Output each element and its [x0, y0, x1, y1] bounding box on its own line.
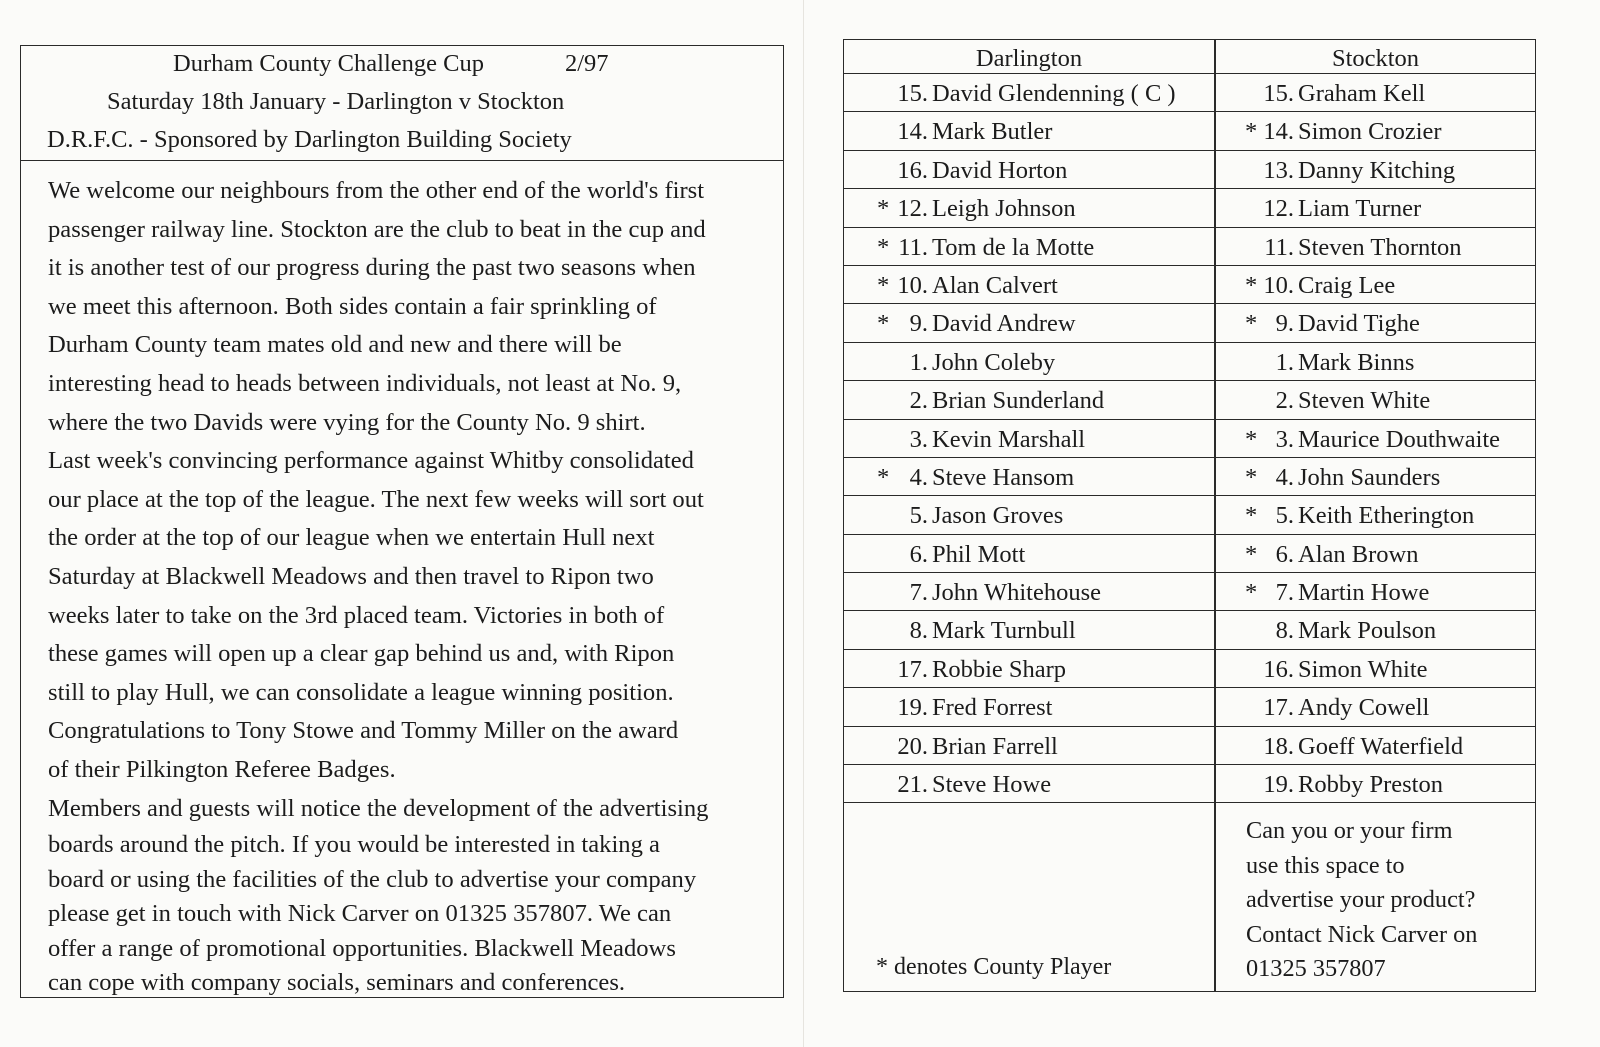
county-player-marker: *: [877, 463, 890, 491]
shirt-number: 17.: [1263, 694, 1294, 722]
article-line: where the two Davids were vying for the County No. 9 shirt.: [48, 408, 646, 436]
shirt-number: 17.: [897, 655, 928, 683]
advert-line: Can you or your firm: [1246, 817, 1453, 844]
player-name: Phil Mott: [932, 540, 1026, 568]
shirt-number: 20.: [897, 732, 928, 760]
stockton-player-row: [1216, 573, 1535, 611]
shirt-number: 5.: [1275, 502, 1294, 530]
shirt-number: 19.: [1263, 771, 1294, 799]
article-line: weeks later to take on the 3rd placed team. Victories in both of: [48, 601, 665, 629]
player-name: Liam Turner: [1298, 195, 1422, 223]
shirt-number: 9.: [909, 310, 928, 338]
advert-line: use this space to: [1246, 851, 1405, 879]
shirt-number: 5.: [909, 502, 928, 530]
stockton-player-row: [1216, 343, 1535, 381]
shirt-number: 21.: [897, 771, 928, 799]
player-name: John Whitehouse: [932, 579, 1101, 607]
stockton-player-row: [1216, 420, 1535, 458]
player-name: John Saunders: [1298, 463, 1441, 491]
player-name: David Glendenning ( C ): [932, 80, 1176, 107]
player-name: Brian Farrell: [932, 732, 1058, 760]
article-line: Durham County team mates old and new and there will be: [48, 331, 622, 359]
article-line: We welcome our neighbours from the other end of the world's first: [48, 177, 705, 204]
county-player-marker: *: [877, 271, 890, 299]
player-name: Craig Lee: [1298, 271, 1396, 299]
darlington-player-row: [844, 381, 1214, 419]
darlington-player-row: [844, 650, 1214, 688]
darlington-player-row: [844, 112, 1214, 150]
match-line: Saturday 18th January - Darlington v Stockton: [107, 88, 565, 115]
darlington-player-row: [844, 535, 1214, 573]
shirt-number: 15.: [1263, 80, 1294, 107]
stockton-player-row: [1216, 650, 1535, 688]
stockton-heading: Stockton: [1216, 40, 1535, 74]
darlington-player-row: [844, 304, 1214, 342]
shirt-number: 8.: [1275, 617, 1294, 645]
county-player-marker: *: [1245, 540, 1258, 568]
shirt-number: 2.: [909, 387, 928, 415]
shirt-number: 1.: [909, 348, 928, 376]
programme-header: [21, 46, 783, 161]
county-player-marker: *: [1245, 271, 1258, 299]
article-line: still to play Hull, we can consolidate a league winning position.: [48, 678, 674, 706]
player-name: John Coleby: [932, 348, 1056, 376]
darlington-player-row: [844, 74, 1214, 112]
player-name: Robby Preston: [1298, 771, 1443, 799]
darlington-player-row: [844, 688, 1214, 726]
county-player-marker: *: [1245, 463, 1258, 491]
stockton-player-row: [1216, 266, 1535, 304]
player-name: Alan Brown: [1298, 540, 1419, 568]
player-name: Brian Sunderland: [932, 387, 1105, 415]
shirt-number: 2.: [1275, 387, 1294, 415]
advert-line: Contact Nick Carver on: [1246, 920, 1478, 948]
stockton-player-row: [1216, 151, 1535, 189]
article-line: can cope with company socials, seminars and conferences.: [48, 969, 626, 997]
darlington-player-row: [844, 573, 1214, 611]
player-name: Keith Etherington: [1298, 502, 1475, 530]
player-name: Steve Hansom: [932, 463, 1075, 491]
article-line: interesting head to heads between individuals, not least at No. 9,: [48, 369, 682, 397]
player-name: Simon Crozier: [1298, 118, 1442, 146]
issue-number: 2/97: [565, 50, 609, 77]
advert-line: 01325 357807: [1246, 955, 1386, 982]
shirt-number: 12.: [897, 195, 928, 223]
stockton-player-row: [1216, 74, 1535, 112]
article-line: offer a range of promotional opportunities. Blackwell Meadows: [48, 934, 676, 962]
article-line: boards around the pitch. If you would be interested in taking a: [48, 831, 660, 859]
advert-line: advertise your product?: [1246, 886, 1476, 913]
player-name: Mark Binns: [1298, 348, 1415, 376]
darlington-player-row: [844, 343, 1214, 381]
county-player-marker: *: [1245, 502, 1258, 530]
darlington-player-row: [844, 420, 1214, 458]
player-name: Maurice Douthwaite: [1298, 425, 1501, 453]
shirt-number: 12.: [1263, 195, 1294, 223]
stockton-player-row: [1216, 381, 1535, 419]
county-player-marker: *: [1245, 579, 1258, 607]
shirt-number: 14.: [1263, 118, 1294, 146]
player-name: Robbie Sharp: [932, 655, 1067, 683]
article-line: Saturday at Blackwell Meadows and then travel to Ripon two: [48, 562, 654, 590]
player-name: Jason Groves: [932, 502, 1064, 530]
player-name: Mark Butler: [932, 118, 1053, 146]
darlington-player-row: [844, 266, 1214, 304]
player-name: Steve Howe: [932, 771, 1052, 799]
darlington-player-row: [844, 228, 1214, 266]
shirt-number: 9.: [1275, 310, 1294, 338]
stockton-player-row: [1216, 304, 1535, 342]
shirt-number: 14.: [897, 118, 928, 146]
shirt-number: 11.: [1264, 233, 1294, 261]
player-name: Andy Cowell: [1298, 694, 1430, 722]
player-name: David Tighe: [1298, 310, 1420, 338]
stockton-player-row: [1216, 458, 1535, 496]
county-player-marker: *: [877, 233, 890, 261]
shirt-number: 13.: [1263, 156, 1294, 184]
stockton-player-row: [1216, 765, 1535, 803]
shirt-number: 6.: [909, 540, 928, 568]
player-name: Kevin Marshall: [932, 425, 1086, 453]
shirt-number: 1.: [1275, 348, 1294, 376]
shirt-number: 3.: [909, 425, 928, 453]
article-line: board or using the facilities of the club to advertise your company: [48, 865, 697, 893]
shirt-number: 15.: [897, 80, 928, 107]
article-line: of their Pilkington Referee Badges.: [48, 755, 396, 783]
darlington-heading: Darlington: [844, 40, 1214, 74]
darlington-column: [844, 40, 1214, 803]
county-player-footnote: * denotes County Player: [876, 954, 1112, 980]
player-name: Alan Calvert: [932, 271, 1058, 299]
shirt-number: 8.: [909, 617, 928, 645]
page-fold: [803, 0, 804, 1047]
player-name: Simon White: [1298, 655, 1428, 683]
darlington-player-row: [844, 727, 1214, 765]
stockton-column: [1216, 40, 1535, 803]
darlington-player-row: [844, 611, 1214, 649]
shirt-number: 7.: [909, 579, 928, 607]
competition-title: Durham County Challenge Cup: [173, 50, 484, 77]
shirt-number: 7.: [1275, 579, 1294, 607]
darlington-player-row: [844, 458, 1214, 496]
shirt-number: 16.: [1263, 655, 1294, 683]
county-player-marker: *: [877, 310, 890, 338]
shirt-number: 19.: [897, 694, 928, 722]
article-line: these games will open up a clear gap behind us and, with Ripon: [48, 640, 675, 668]
player-name: Steven White: [1298, 387, 1431, 415]
article-line: passenger railway line. Stockton are the club to beat in the cup and: [48, 215, 706, 243]
article-line: it is another test of our progress during the past two seasons when: [48, 254, 696, 282]
player-name: Mark Turnbull: [932, 617, 1076, 645]
shirt-number: 10.: [1263, 271, 1294, 299]
shirt-number: 11.: [898, 233, 928, 261]
article-line: Members and guests will notice the development of the advertising: [48, 794, 709, 822]
player-name: Steven Thornton: [1298, 233, 1462, 261]
county-player-marker: *: [1245, 310, 1258, 338]
player-name: David Andrew: [932, 310, 1076, 338]
article-line: our place at the top of the league. The next few weeks will sort out: [48, 485, 704, 513]
stockton-player-row: [1216, 611, 1535, 649]
sponsor-line: D.R.F.C. - Sponsored by Darlington Building Society: [47, 126, 572, 153]
programme-notes-box: [20, 45, 784, 998]
darlington-player-row: [844, 765, 1214, 803]
player-name: Leigh Johnson: [932, 195, 1076, 223]
darlington-player-row: [844, 151, 1214, 189]
county-player-marker: *: [1245, 425, 1258, 453]
player-name: Goeff Waterfield: [1298, 732, 1464, 760]
stockton-player-row: [1216, 688, 1535, 726]
shirt-number: 16.: [897, 156, 928, 184]
player-name: David Horton: [932, 156, 1068, 184]
article-line: Congratulations to Tony Stowe and Tommy Miller on the award: [48, 717, 679, 745]
article-line: please get in touch with Nick Carver on 01325 357807. We can: [48, 900, 672, 928]
darlington-player-row: [844, 189, 1214, 227]
shirt-number: 4.: [1275, 463, 1294, 491]
player-name: Mark Poulson: [1298, 617, 1437, 645]
stockton-player-row: [1216, 535, 1535, 573]
player-name: Tom de la Motte: [932, 233, 1095, 261]
player-name: Martin Howe: [1298, 579, 1430, 607]
shirt-number: 6.: [1275, 540, 1294, 568]
county-player-marker: *: [1245, 118, 1258, 146]
stockton-player-row: [1216, 189, 1535, 227]
shirt-number: 4.: [909, 463, 928, 491]
shirt-number: 18.: [1263, 732, 1294, 760]
county-player-marker: *: [877, 195, 890, 223]
player-name: Fred Forrest: [932, 694, 1053, 722]
advert-space-notice: [1246, 814, 1477, 987]
shirt-number: 3.: [1275, 425, 1294, 453]
article-line: we meet this afternoon. Both sides contain a fair sprinkling of: [48, 292, 657, 320]
article-line: the order at the top of our league when we entertain Hull next: [48, 524, 655, 552]
club-notes-article: [21, 161, 783, 1001]
team-sheet: [843, 39, 1536, 992]
stockton-player-row: [1216, 496, 1535, 534]
stockton-player-row: [1216, 727, 1535, 765]
player-name: Graham Kell: [1298, 80, 1426, 107]
stockton-player-row: [1216, 228, 1535, 266]
darlington-player-row: [844, 496, 1214, 534]
stockton-player-row: [1216, 112, 1535, 150]
shirt-number: 10.: [897, 271, 928, 299]
article-line: Last week's convincing performance against Whitby consolidated: [48, 447, 694, 475]
player-name: Danny Kitching: [1298, 156, 1456, 184]
